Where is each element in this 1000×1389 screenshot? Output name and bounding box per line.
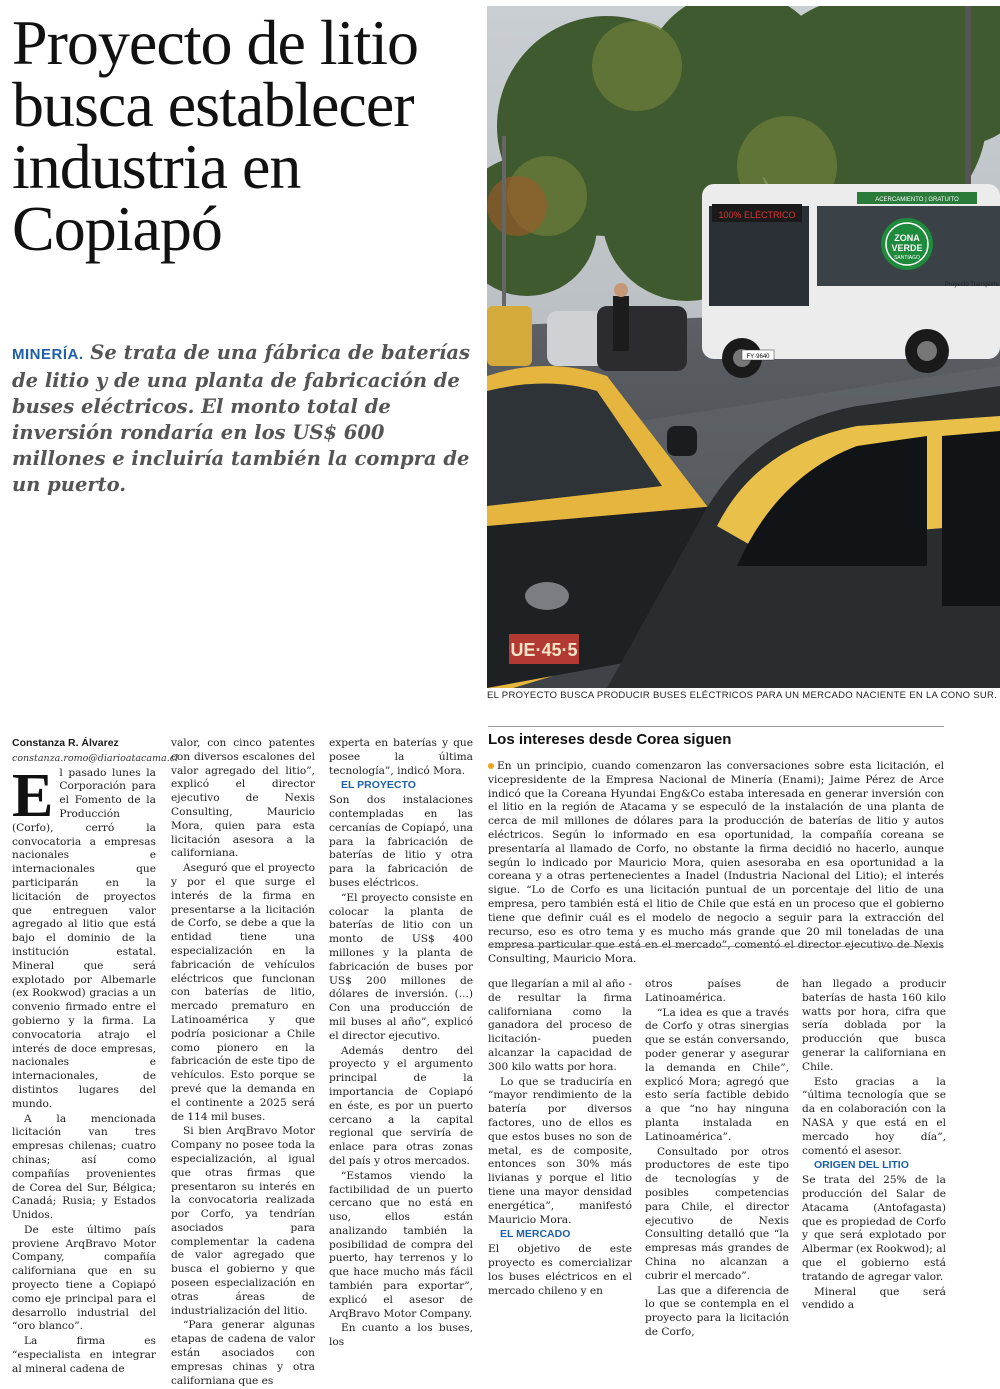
bus-side-text: Proyecto Transporte bbox=[944, 282, 1000, 288]
electric-bus bbox=[702, 184, 1000, 378]
bus-logo-line1: ZONA bbox=[894, 233, 920, 243]
paragraph: En cuanto a los buses, los bbox=[329, 1322, 473, 1349]
paragraph: valor, con cinco patentes con diversos escalones del valor agregado del litio”, explicó el director ejecutivo de Nexis Consulting, Mauricio Mora, quien para esta licitación asesora a la californiana. bbox=[171, 737, 315, 860]
paragraph: que llegarían a mil al año -de resultar la firma californiana como la ganadora del proceso de licitación- pueden alcanzar la capacidad de 300 kilo watts por hora. bbox=[488, 978, 632, 1073]
box-bottom-rule bbox=[488, 946, 944, 947]
paragraph: Además dentro del proyecto y el argumento principal de la importancia de Copiapó en éste, es por un puerto cercano a la capital regional que serviría de enlace para otras zonas del país y otros mercados. bbox=[329, 1044, 473, 1167]
headline: Proyecto de litio busca establecer industria en Copiapó bbox=[12, 7, 419, 264]
article-column-2 bbox=[171, 737, 315, 1389]
article-column-3 bbox=[329, 737, 473, 1351]
byline-author: Constanza R. Álvarez bbox=[12, 737, 119, 749]
article-column-5 bbox=[645, 978, 789, 1341]
paragraph: El pasado lunes la Corporación para el Fomento de la Producción (Corfo), cerró la convocatoria a empresas nacionales e internacionales que participarán en la licitación de proyectos que entreguen valor agregado al litio que está bajo el dominio de la institución estatal. Mineral que será explotado por Albemarle (ex Rookwod) gracias a un convenio firmado entre el gobierno y la firma. La convocatoria atrajo el interés de doce empresas, nacionales e internacionales, de distintos lugares del mundo. bbox=[12, 761, 156, 1110]
paragraph: “La idea es que a través de Corfo y otras sinergias que se están conversando, poder generar y asegurar la demanda en Chile”, explicó Mora; agregó que esto sería factible debido a que “no hay ninguna planta instalada en Latinoamérica”. bbox=[645, 1006, 789, 1143]
paragraph: De este último país proviene ArqBravo Motor Company, compañía californiana que en su proyecto tiene a Copiapó como eje principal para el desarrollo industrial del “oro blanco”. bbox=[12, 1223, 156, 1333]
lead-paragraph bbox=[12, 340, 474, 498]
bus-logo-line3: SANTIAGO bbox=[894, 255, 920, 261]
paragraph: “El proyecto consiste en colocar la planta de baterías de litio con un monto de US$ 400 millones y la planta de fabricación de buses por US$ 200 millones de dólares de inversión. (...) Con una producción de mil buses al año”, explicó el director ejecutivo. bbox=[329, 891, 473, 1042]
bus-sign-top: ACERCAMIENTO | GRATUITO bbox=[875, 197, 959, 203]
paragraph: La firma es “especialista en integrar al mineral cadena de bbox=[12, 1335, 156, 1375]
article-column-4 bbox=[488, 978, 632, 1299]
photo-caption: EL PROYECTO BUSCA PRODUCIR BUSES ELÉCTRICOS PARA UN MERCADO NACIENTE EN LA CONO SUR. bbox=[487, 690, 998, 701]
news-photo bbox=[487, 6, 1000, 688]
paragraph: Esto gracias a la “última tecnología que se da en colaboración con la NASA y que está en el mercado hoy día”, comentó el asesor. bbox=[802, 1075, 946, 1157]
paragraph: “Para generar algunas etapas de cadena de valor están asociados con empresas chinas y otra californiana que es bbox=[171, 1319, 315, 1387]
lead-text: Se trata de una fábrica de baterías de litio y de una planta de fabricación de buses eléctricos. El monto total de inversión rondaría en los US$ 600 millones e incluiría también la compra de un puerto. bbox=[12, 341, 470, 496]
bullet-dot-icon bbox=[488, 763, 494, 769]
paragraph: El objetivo de este proyecto es comercializar los buses eléctricos en el mercado chileno y en bbox=[488, 1243, 632, 1297]
paragraph: Si bien ArqBravo Motor Company no posee toda la especialización, al igual que otras firmas que presentaron su interés en la convocatoria realizada por Corfo, ya tendrían asociados para complementar la cadena de valor agregado que busca el gobierno y que poseen especialización en otras áreas de industrialización del litio. bbox=[171, 1125, 315, 1317]
lead-kicker: MINERÍA. bbox=[12, 346, 84, 363]
sidebar-box bbox=[488, 760, 944, 967]
box-paragraph: En un principio, cuando comenzaron las conversaciones sobre esta licitación, el vicepresidente de la Empresa Nacional de Minería (Enami); Jaime Pérez de Arce indicó que la Coreana Hyundai Eng&Co estaba interesada en generar inversión con el litio en la región de Atacama y se especuló de la instalación de una planta de cerca de mil millones de dólares para la producción de baterías de litio y autos eléctricos. Según lo informado en esa oportunidad, la compañía coreana se presentaría al llamado de Corfo, no obstante la firma decidió no hacerlo, aunque según lo indicado por Mauricio Mora, quien asesoraba en esa oportunidad a la coreana y a otras pertenecientes a Inadel (Industria Nacional del Litio); el interés sigue. “Lo de Corfo es una licitación puntual de un porcentaje del litio de una empresa, pero también está el litio de Chile que está en un proceso que el gobierno tiene que definir cuál es el modelo de negocio a seguir para la extracción del recurso, eso es otro tema y es mucho más grande que 20 mil toneladas de una Consulting, Mauricio Mora. bbox=[488, 760, 944, 966]
bus-plate: FY·9640 bbox=[746, 354, 770, 360]
box-title: Los intereses desde Corea siguen bbox=[488, 731, 732, 748]
paragraph: Son dos instalaciones contempladas en las cercanías de Copiapó, una para la fabricación de baterías de litio y otra para la fabricación de buses eléctricos. bbox=[329, 794, 473, 889]
paragraph: “Estamos viendo la factibilidad de un puerto cercano que no está en uso, ellos están analizando también la posibilidad de compra del puerto, hay terrenos y lo que hace mucho más fácil también para exportar”, explicó el asesor de ArqBravo Motor Company. bbox=[329, 1169, 473, 1320]
paragraph: han llegado a producir baterías de hasta 160 kilo watts por hora, cifra que sería doblada por la producción que busca generar la californiana en Chile. bbox=[802, 978, 946, 1073]
paragraph: Mineral que será vendido a bbox=[802, 1285, 946, 1312]
paragraph: Consultado por otros productores de este tipo de tecnologías y de posibles competencias para Chile, el director ejecutivo de Nexis Consulting detalló que “la empresas más grandes de China no alcanzan a cubrir el mercado”. bbox=[645, 1145, 789, 1282]
byline-email[interactable]: constanza.romo@diarioatacama.cl bbox=[12, 752, 179, 764]
paragraph: otros países de Latinoamérica. bbox=[645, 978, 789, 1004]
subhead-el-proyecto: EL PROYECTO bbox=[341, 779, 416, 792]
paragraph: Aseguró que el proyecto y por el que surge el interés de la firma en presentarse a la licitación de Corfo, se debe a que la entidad tiene una especialización en la fabricación de vehículos eléctricos que funcionan con baterías de litio, mercado prematuro en Latinoamérica y que podría posicionar a Chile como pionero en la fabricación de este tipo de vehículos. Esto porque se prevé que la demanda en el continente a 2025 será de 114 mil buses. bbox=[171, 862, 315, 1123]
paragraph: Lo que se traduciría en “mayor rendimiento de la batería por diversos factores, uno de ellos es que estos buses no son de metal, es de composite, entonces son 30% más livianas y porque el litio tiene una mayor densidad energética”, manifestó Mauricio Mora. bbox=[488, 1075, 632, 1226]
article-column-6 bbox=[802, 978, 946, 1314]
subhead-el-mercado: EL MERCADO bbox=[500, 1228, 571, 1241]
taxi-plate: UE·45·5 bbox=[510, 640, 578, 660]
dropcap: E bbox=[12, 761, 54, 830]
paragraph: experta en baterías y que posee la última tecnología”, indicó Mora. bbox=[329, 737, 473, 777]
bus-logo-line2: VERDE bbox=[891, 243, 923, 253]
subhead-origen-del-litio: ORIGEN DEL LITIO bbox=[814, 1159, 909, 1172]
paragraph: A la mencionada licitación van tres empresas chilenas; cuatro chinas; así como compañías provenientes de Corea del Sur, Bélgica; Canadá; Rusia; y Estados Unidos. bbox=[12, 1112, 156, 1222]
box-top-rule bbox=[488, 726, 944, 727]
street-scene-illustration bbox=[487, 6, 1000, 688]
bus-destination: 100% ELÉCTRICO bbox=[718, 210, 796, 220]
paragraph: Se trata del 25% de la producción del Salar de Atacama (Antofagasta) que es propiedad de Corfo y que será explotado por Albermar (ex Rookwod); al que el gobierno está tratando de agregar valor. bbox=[802, 1174, 946, 1283]
article-column-1 bbox=[12, 737, 179, 1378]
paragraph: Las que a diferencia de lo que se contempla en el proyecto para la licitación de Corfo, bbox=[645, 1284, 789, 1338]
